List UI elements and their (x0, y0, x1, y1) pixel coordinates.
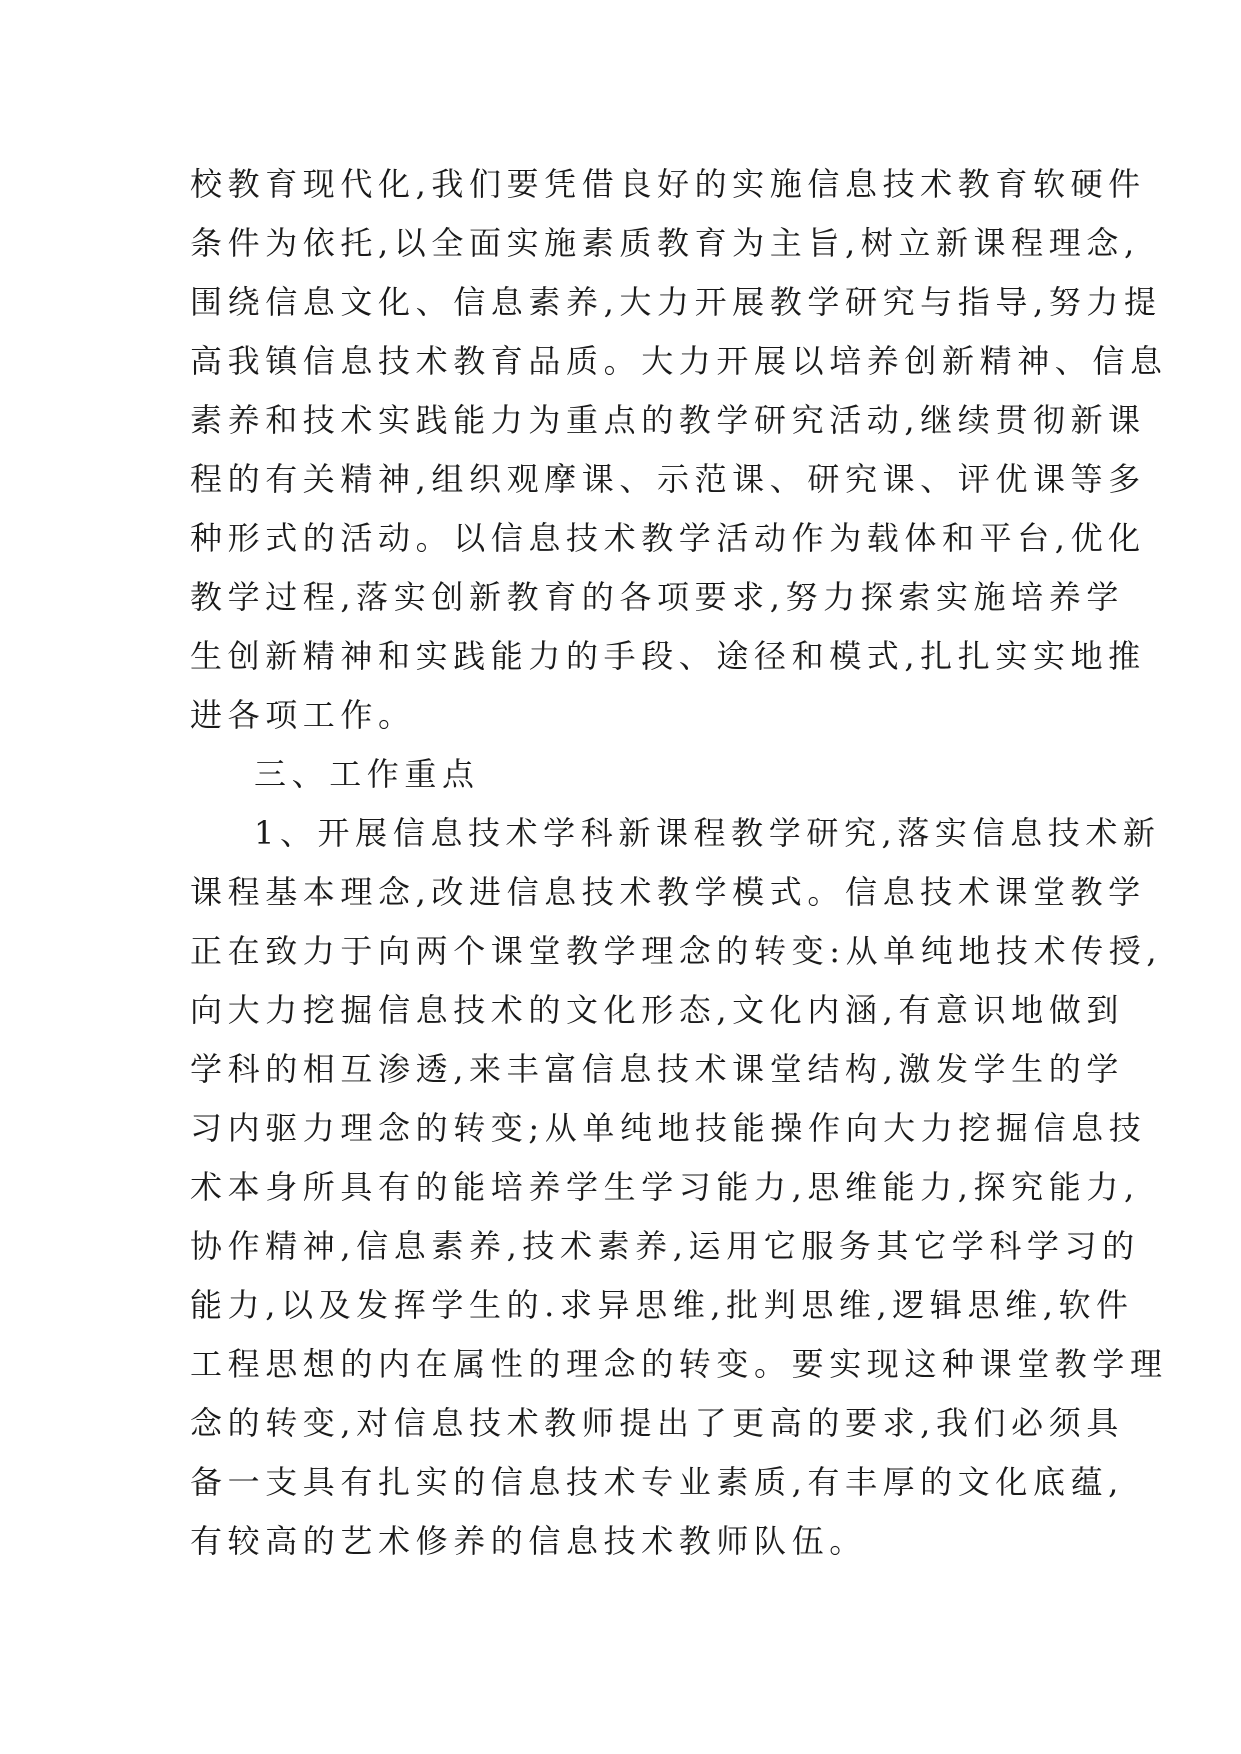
paragraph-line: 围绕信息文化、信息素养,大力开展教学研究与指导,努力提 (190, 283, 1162, 321)
paragraph-line: 正在致力于向两个课堂教学理念的转变:从单纯地技术传授, (190, 932, 1163, 970)
paragraph-line: 1、开展信息技术学科新课程教学研究,落实信息技术新 (254, 814, 1161, 852)
paragraph-line: 协作精神,信息素养,技术素养,运用它服务其它学科学习的 (190, 1227, 1140, 1265)
paragraph-line: 备一支具有扎实的信息技术专业素质,有丰厚的文化底蕴, (190, 1463, 1124, 1501)
paragraph-line: 素养和技术实践能力为重点的教学研究活动,继续贯彻新课 (190, 401, 1146, 439)
paragraph-line: 能力,以及发挥学生的.求异思维,批判思维,逻辑思维,软件 (190, 1286, 1134, 1324)
paragraph-line: 学科的相互渗透,来丰富信息技术课堂结构,激发学生的学 (190, 1050, 1124, 1088)
paragraph-line: 进各项工作。 (190, 696, 416, 734)
paragraph-line: 课程基本理念,改进信息技术教学模式。信息技术课堂教学 (190, 873, 1146, 911)
paragraph-line: 教学过程,落实创新教育的各项要求,努力探索实施培养学 (190, 578, 1124, 616)
paragraph-line: 高我镇信息技术教育品质。大力开展以培养创新精神、信息 (190, 342, 1168, 380)
paragraph-line: 校教育现代化,我们要凭借良好的实施信息技术教育软硬件 (190, 165, 1146, 203)
paragraph-line: 工程思想的内在属性的理念的转变。要实现这种课堂教学理 (190, 1345, 1168, 1383)
paragraph-line: 向大力挖掘信息技术的文化形态,文化内涵,有意识地做到 (190, 991, 1124, 1029)
paragraph-line: 有较高的艺术修养的信息技术教师队伍。 (190, 1522, 867, 1560)
paragraph-line: 习内驱力理念的转变;从单纯地技能操作向大力挖掘信息技 (190, 1109, 1147, 1147)
paragraph-line: 条件为依托,以全面实施素质教育为主旨,树立新课程理念, (190, 224, 1140, 262)
section-heading: 三、工作重点 (254, 755, 480, 793)
paragraph-line: 术本身所具有的能培养学生学习能力,思维能力,探究能力, (190, 1168, 1140, 1206)
paragraph-line: 念的转变,对信息技术教师提出了更高的要求,我们必须具 (190, 1404, 1124, 1442)
body-text (190, 155, 1168, 1571)
paragraph-line: 生创新精神和实践能力的手段、途径和模式,扎扎实实地推 (190, 637, 1146, 675)
paragraph-line: 程的有关精神,组织观摩课、示范课、研究课、评优课等多 (190, 460, 1146, 498)
paragraph-line: 种形式的活动。以信息技术教学活动作为载体和平台,优化 (190, 519, 1146, 557)
